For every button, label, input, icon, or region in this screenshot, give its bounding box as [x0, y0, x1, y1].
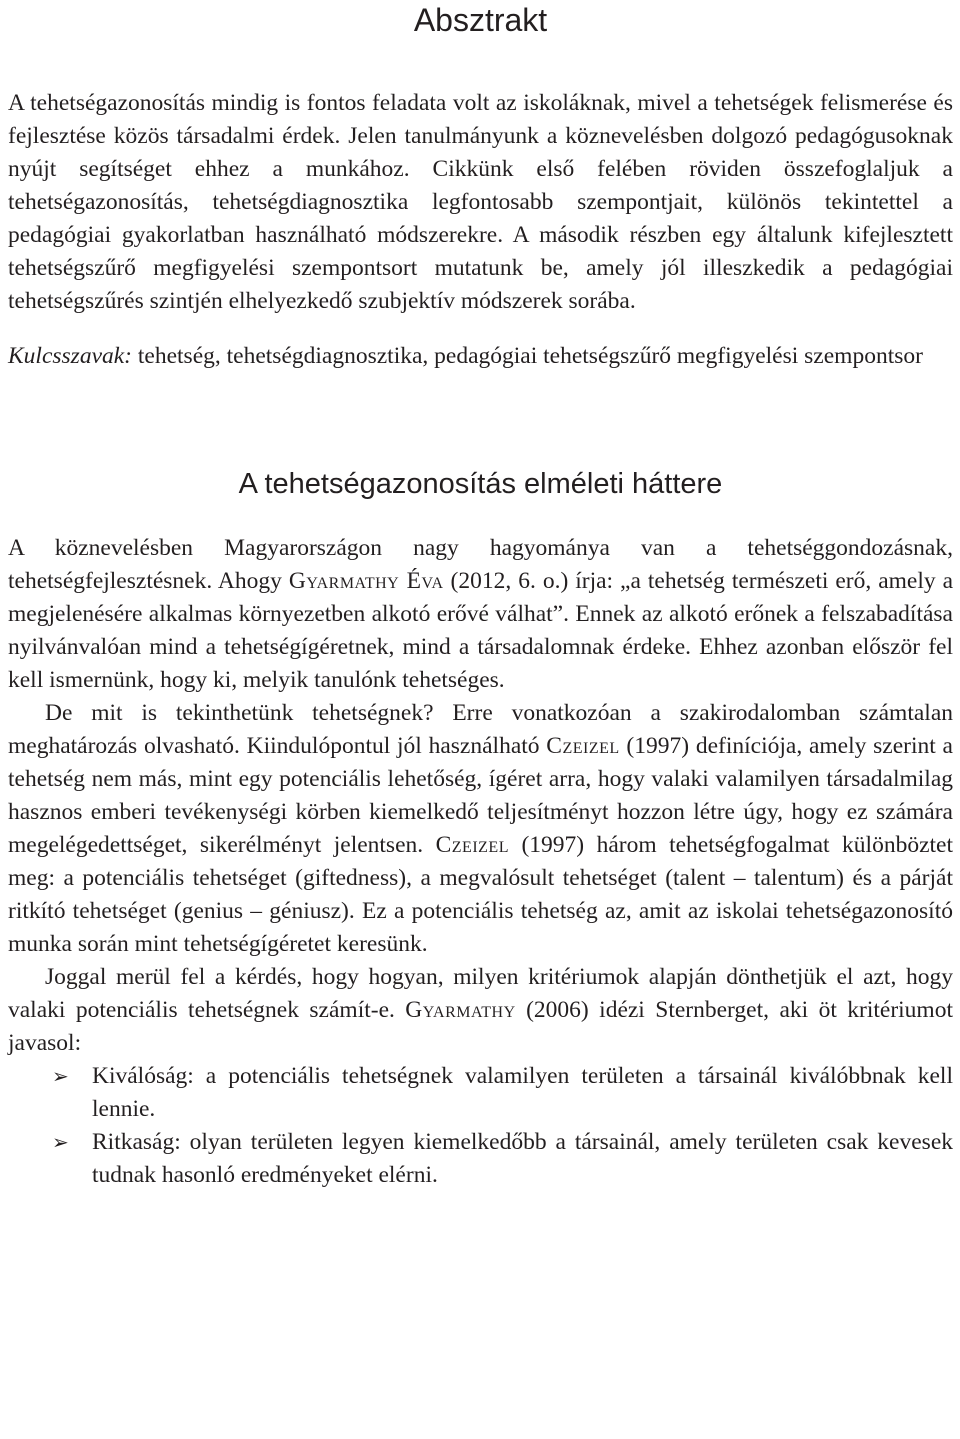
section-title: A tehetségazonosítás elméleti háttere	[238, 468, 723, 500]
paragraph-1-text-a: A köznevelésben Magyarországon nagy hagyománya van a tehetséggondozásnak, tehetségfejlesztésnek. Ahogy	[8, 535, 953, 594]
keywords	[8, 340, 953, 373]
list-item-text: Ritkaság: olyan területen legyen kiemelkedőbb a társainál, amely területen csak kevesek tudnak hasonló eredményeket elérni.	[92, 1129, 953, 1188]
paragraph-1-text-b: (2012, 6. o.) írja: „a tehetség természeti erő, amely a megjelenésére alkalmas környezetben alkotó erővé válhat”. Ennek az alkotó erőnek a felszabadítása nyilvánvalóan mind a tehetségígéretnek, mind a társadalomnak érdeke. Ehhez azonban először fel kell ismernünk, hogy ki, melyik tanulónk tehetséges.	[8, 568, 954, 693]
paragraph-3	[8, 961, 953, 1060]
paragraph-2	[8, 697, 953, 961]
author-name: Gyarmathy Éva	[288, 568, 444, 594]
list-item	[8, 1126, 953, 1192]
abstract-title: Absztrakt	[413, 2, 548, 38]
paragraph-2-text-b: (1997) definíciója, amely szerint a tehetség nem más, mint egy potenciális lehetőség, ígéret arra, hogy valaki valamilyen társadalmilag hasznos emberi tevékenységi körben kiemelkedő teljesítményt hozzon létre úgy, hogy ez számára megelégedettséget, sikerélményt jelentsen.	[8, 733, 953, 858]
section-body	[8, 532, 953, 1192]
list-item	[8, 1060, 953, 1126]
arrow-bullet-icon: ➢	[52, 1064, 69, 1088]
paragraph-2-text-c: (1997) három tehetségfogalmat különböztet meg: a potenciális tehetséget (giftedness), a megvalósult tehetséget (talent – talentum) és a párját ritkító tehetséget (genius – géniusz). Ez a potenciális tehetség az, amit az iskolai tehetségazonosító munka során mint tehetségígéretet keresünk.	[8, 832, 953, 957]
paragraph-2-text-a: De mit is tekinthetünk tehetségnek? Erre vonatkozóan a szakirodalomban számtalan meghatározás olvasható. Kiindulópontul jól használható	[8, 700, 953, 759]
paragraph-3-text-a: Joggal merül fel a kérdés, hogy hogyan, milyen kritériumok alapján dönthetjük el azt, hogy valaki potenciális tehetségnek számít-e.	[8, 964, 953, 1023]
author-name: Czeizel	[435, 832, 509, 858]
paragraph-1	[8, 532, 953, 697]
author-name: Czeizel	[546, 733, 620, 759]
keywords-label: Kulcsszavak:	[8, 343, 133, 369]
criteria-list	[8, 1060, 953, 1192]
arrow-bullet-icon: ➢	[52, 1130, 69, 1154]
page	[8, 0, 953, 1192]
keywords-text: tehetség, tehetségdiagnosztika, pedagógiai tehetségszűrő megfigyelési szempontsor	[132, 343, 923, 369]
paragraph-3-text-b: (2006) idézi Sternberget, aki öt kritériumot javasol:	[8, 997, 953, 1056]
abstract-text: A tehetségazonosítás mindig is fontos feladata volt az iskoláknak, mivel a tehetségek felismerése és fejlesztése közös társadalmi érdek. Jelen tanulmányunk a köznevelésben dolgozó pedagógusoknak nyújt segítséget ehhez a munkához. Cikkünk első felében röviden összefoglaljuk a tehetségazonosítás, tehetségdiagnosztika legfontosabb szempontjait, különös tekintettel a pedagógiai gyakorlatban használható módszerekre. A második részben egy általunk kifejlesztett tehetségszűrő megfigyelési szempontsort mutatunk be, amely jól illeszkedik a pedagógiai tehetségszűrés szintjén elhelyezkedő szubjektív módszerek sorába.	[8, 90, 953, 314]
author-name: Gyarmathy	[405, 997, 516, 1023]
list-item-text: Kiválóság: a potenciális tehetségnek valamilyen területen a társainál kiválóbbnak kell lennie.	[92, 1063, 953, 1122]
